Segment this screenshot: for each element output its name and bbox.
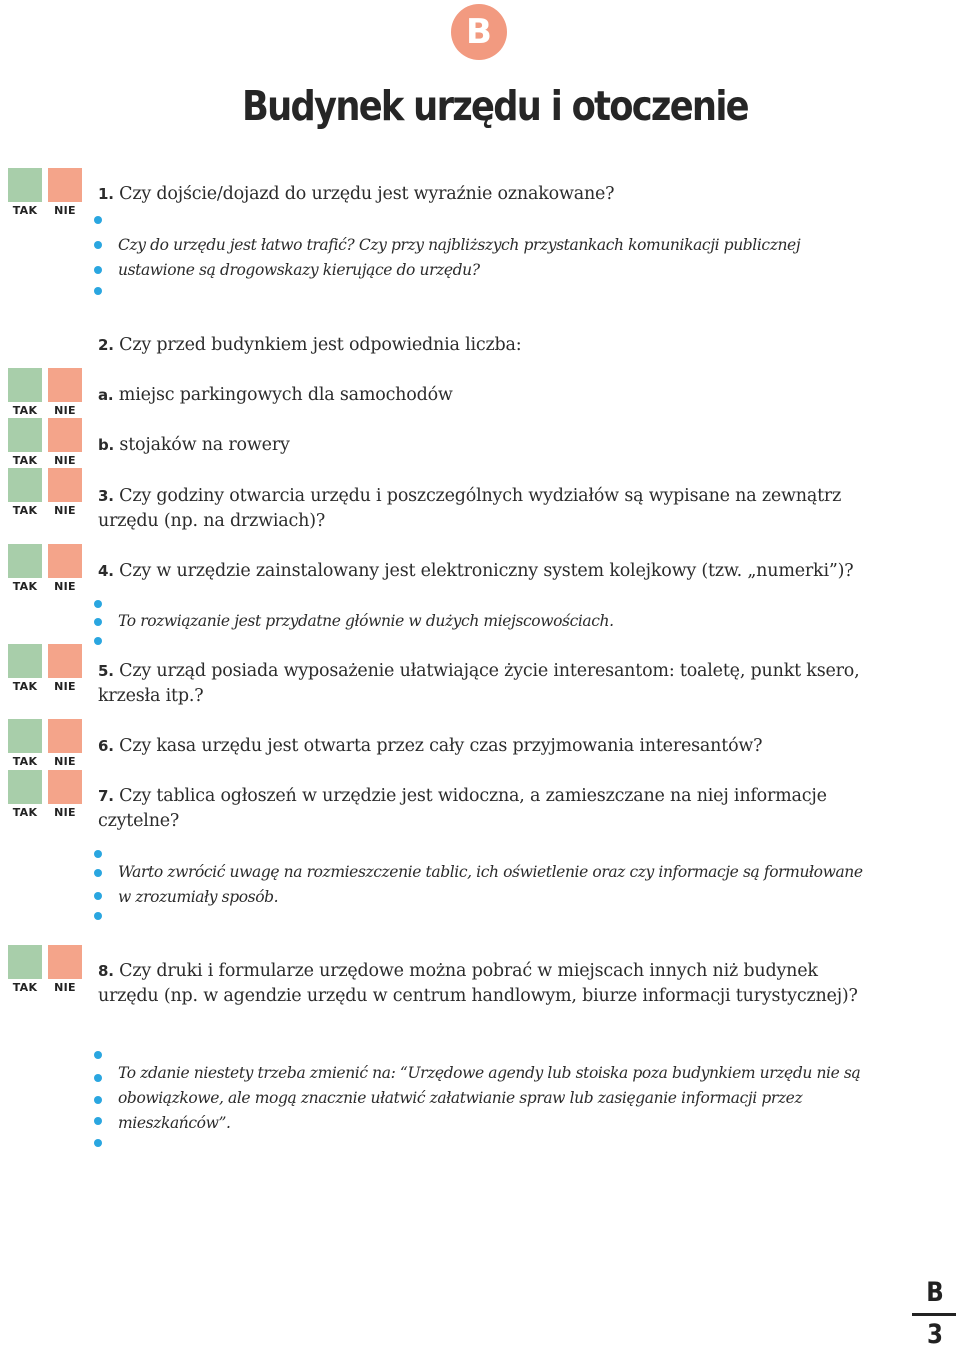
page-title: Budynek urzędu i otoczenie <box>242 82 748 130</box>
question-text: Czy urząd posiada wyposażenie ułatwiające życie interesantom: toaletę, punkt ksero, krzesła itp.? <box>98 661 860 706</box>
bullet-dot <box>94 912 102 920</box>
yes-checkbox-q5[interactable] <box>8 644 42 678</box>
yes-label: TAK <box>12 404 38 417</box>
question-text: Czy kasa urzędu jest otwarta przez cały czas przyjmowania interesantów? <box>119 736 763 756</box>
question-7 <box>98 784 878 834</box>
question-number: 7. <box>98 787 114 805</box>
footer-section-letter: B <box>926 1277 944 1308</box>
question-4 <box>98 559 878 584</box>
question-number: 2. <box>98 336 114 354</box>
question-text: Czy godziny otwarcia urzędu i poszczególnych wydziałów są wypisane na zewnątrz urzędu (np. na drzwiach)? <box>98 486 842 531</box>
bullet-dot <box>94 600 102 608</box>
question-number: 6. <box>98 737 114 755</box>
no-checkbox-q1[interactable] <box>48 168 82 202</box>
yes-label: TAK <box>12 755 38 768</box>
question-number: a. <box>98 386 114 404</box>
no-label: NIE <box>54 755 76 768</box>
bullet-dot <box>94 1096 102 1104</box>
bullet-dot <box>94 869 102 877</box>
answer-q8 <box>5 945 83 997</box>
no-checkbox-q8[interactable] <box>48 945 82 979</box>
answer-q3 <box>5 468 83 520</box>
question-6 <box>98 734 878 759</box>
question-2 <box>98 333 878 358</box>
no-label: NIE <box>54 806 76 819</box>
question-2b <box>98 433 878 458</box>
answer-q2b <box>5 418 83 470</box>
note-1: Czy do urzędu jest łatwo trafić? Czy przy najbliższych przystankach komunikacji publicznej ustawione są drogowskazy kierujące do urzędu? <box>118 236 801 279</box>
yes-checkbox-q3[interactable] <box>8 468 42 502</box>
question-3 <box>98 484 878 534</box>
question-1 <box>98 182 878 207</box>
no-label: NIE <box>54 680 76 693</box>
bullet-dot <box>94 1074 102 1082</box>
note-2: To rozwiązanie jest przydatne głównie w dużych miejscowościach. <box>118 612 614 630</box>
yes-label: TAK <box>12 504 38 517</box>
bullet-dot <box>94 892 102 900</box>
no-label: NIE <box>54 504 76 517</box>
question-text: stojaków na rowery <box>119 435 290 455</box>
question-text: Czy w urzędzie zainstalowany jest elektroniczny system kolejkowy (tzw. „numerki”)? <box>119 561 854 581</box>
yes-checkbox-q4[interactable] <box>8 544 42 578</box>
no-checkbox-q4[interactable] <box>48 544 82 578</box>
answer-q4 <box>5 544 83 596</box>
yes-checkbox-q7[interactable] <box>8 770 42 804</box>
footer-divider <box>912 1313 956 1316</box>
question-text: Czy druki i formularze urzędowe można pobrać w miejscach innych niż budynek urzędu (np. w agendzie urzędu w centrum handlowym, biurze informacji turystycznej)? <box>98 961 858 1006</box>
question-text: Czy przed budynkiem jest odpowiednia liczba: <box>119 335 522 355</box>
no-checkbox-q2b[interactable] <box>48 418 82 452</box>
bullet-dot <box>94 618 102 626</box>
bullet-dot <box>94 216 102 224</box>
question-text: Czy tablica ogłoszeń w urzędzie jest widoczna, a zamieszczane na niej informacje czytelne? <box>98 786 827 831</box>
question-number: 1. <box>98 185 114 203</box>
bullet-dot <box>94 850 102 858</box>
bullet-dot <box>94 266 102 274</box>
question-number: 3. <box>98 487 114 505</box>
yes-checkbox-q2a[interactable] <box>8 368 42 402</box>
no-label: NIE <box>54 404 76 417</box>
bullet-dot <box>94 1051 102 1059</box>
answer-q1 <box>5 168 83 220</box>
bullet-dot <box>94 1139 102 1147</box>
question-text: Czy dojście/dojazd do urzędu jest wyraźnie oznakowane? <box>119 184 615 204</box>
question-number: 8. <box>98 962 114 980</box>
question-5 <box>98 659 878 709</box>
note-4: To zdanie niestety trzeba zmienić na: “Urzędowe agendy lub stoiska poza budynkiem urzędu nie są obowiązkowe, ale mogą znacznie ułatwić załatwianie spraw lub zasięganie informacji przez mieszkańców”. <box>118 1064 861 1132</box>
yes-label: TAK <box>12 580 38 593</box>
bullet-dot <box>94 1117 102 1125</box>
yes-label: TAK <box>12 454 38 467</box>
question-text: miejsc parkingowych dla samochodów <box>118 385 453 405</box>
yes-checkbox-q1[interactable] <box>8 168 42 202</box>
question-number: 4. <box>98 562 114 580</box>
yes-label: TAK <box>12 204 38 217</box>
bullet-dot <box>94 287 102 295</box>
no-checkbox-q7[interactable] <box>48 770 82 804</box>
no-label: NIE <box>54 204 76 217</box>
page-number: 3 <box>927 1319 943 1350</box>
no-label: NIE <box>54 454 76 467</box>
yes-label: TAK <box>12 680 38 693</box>
note-3: Warto zwrócić uwagę na rozmieszczenie tablic, ich oświetlenie oraz czy informacje są formułowane w zrozumiały sposób. <box>118 863 863 906</box>
answer-q7 <box>5 770 83 822</box>
no-checkbox-q6[interactable] <box>48 719 82 753</box>
section-badge: B <box>451 4 507 60</box>
answer-q6 <box>5 719 83 771</box>
question-number: b. <box>98 436 115 454</box>
yes-checkbox-q8[interactable] <box>8 945 42 979</box>
answer-q2a <box>5 368 83 420</box>
no-label: NIE <box>54 981 76 994</box>
no-checkbox-q3[interactable] <box>48 468 82 502</box>
yes-checkbox-q2b[interactable] <box>8 418 42 452</box>
yes-label: TAK <box>12 981 38 994</box>
question-number: 5. <box>98 662 114 680</box>
question-2a <box>98 383 878 408</box>
answer-q5 <box>5 644 83 696</box>
yes-label: TAK <box>12 806 38 819</box>
no-checkbox-q2a[interactable] <box>48 368 82 402</box>
yes-checkbox-q6[interactable] <box>8 719 42 753</box>
no-checkbox-q5[interactable] <box>48 644 82 678</box>
bullet-dot <box>94 241 102 249</box>
no-label: NIE <box>54 580 76 593</box>
question-8 <box>98 959 878 1009</box>
bullet-dot <box>94 637 102 645</box>
